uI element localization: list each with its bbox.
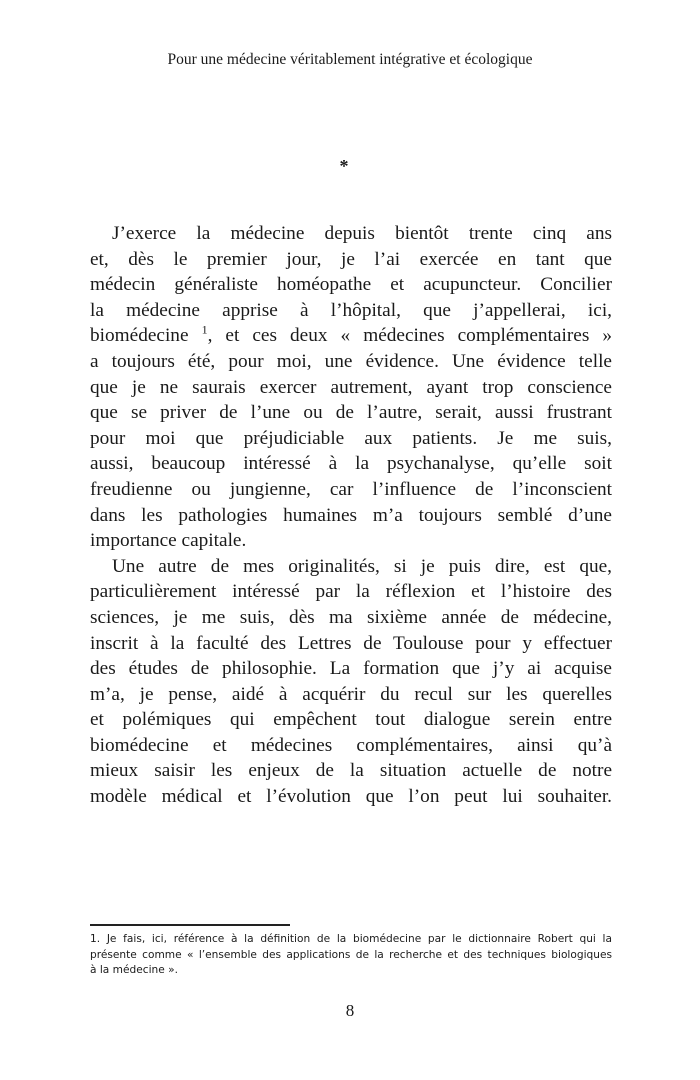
text-line: médecin généraliste homéopathe et acupuncteur. Concilier: [90, 274, 612, 296]
running-header: Pour une médecine véritablement intégrative et écologique: [167, 51, 533, 68]
footnote-reference[interactable]: 1: [201, 322, 208, 337]
text-line: modèle médical et l’évolution que l’on peut lui souhaiter.: [90, 786, 612, 808]
paragraph-2: [90, 554, 612, 810]
text-line: inscrit à la faculté des Lettres de Toulouse pour y effectuer: [90, 632, 612, 654]
text-fragment: biomédecine: [90, 325, 189, 347]
text-line: m’a, je pense, aidé à acquérir du recul sur les querelles: [90, 683, 612, 705]
footnote: [90, 932, 612, 979]
text-line: dans les pathologies humaines m’a toujours semblé d’une: [90, 504, 612, 526]
section-separator: *: [339, 156, 349, 176]
page-number: 8: [345, 1001, 355, 1020]
text-line: [90, 323, 612, 349]
paragraph-1: [90, 221, 612, 554]
text-line: mieux saisir les enjeux de la situation actuelle de notre: [90, 760, 612, 782]
text-line: biomédecine et médecines complémentaires, ainsi qu’à: [90, 734, 612, 756]
footnote-line: 1. Je fais, ici, référence à la définition de la biomédecine par le dictionnaire Robert qui la: [90, 933, 612, 945]
text-line: la médecine apprise à l’hôpital, que j’appellerai, ici,: [90, 299, 612, 321]
text-line: pour moi que préjudiciable aux patients. Je me suis,: [90, 427, 612, 449]
footnote-line: présente comme « l’ensemble des applications de la recherche et des techniques biologiques: [90, 948, 612, 961]
text-line: et, dès le premier jour, je l’ai exercée en tant que: [90, 248, 612, 270]
text-fragment: , et ces deux « médecines complémentaires »: [207, 325, 612, 347]
text-line: particulièrement intéressé par la réflexion et l’histoire des: [90, 581, 612, 603]
body-text: [90, 221, 612, 810]
footnote-line: à la médecine ».: [90, 964, 178, 976]
text-line: J’exerce la médecine depuis bientôt trente cinq ans: [112, 223, 612, 244]
text-line: freudienne ou jungienne, car l’influence de l’inconscient: [90, 478, 612, 500]
text-line: importance capitale.: [90, 530, 247, 552]
text-line: que je ne saurais exercer autrement, ayant trop conscience: [90, 376, 612, 398]
text-line: que se priver de l’une ou de l’autre, serait, aussi frustrant: [90, 402, 612, 424]
footnote-divider: [90, 924, 290, 926]
text-line: a toujours été, pour moi, une évidence. Une évidence telle: [90, 350, 612, 372]
text-line: Une autre de mes originalités, si je puis dire, est que,: [112, 555, 612, 577]
text-line: aussi, beaucoup intéressé à la psychanalyse, qu’elle soit: [90, 453, 612, 475]
text-line: sciences, je me suis, dès ma sixième année de médecine,: [90, 606, 612, 628]
text-line: des études de philosophie. La formation que j’y ai acquise: [90, 658, 612, 680]
text-line: et polémiques qui empêchent tout dialogue serein entre: [90, 709, 612, 731]
